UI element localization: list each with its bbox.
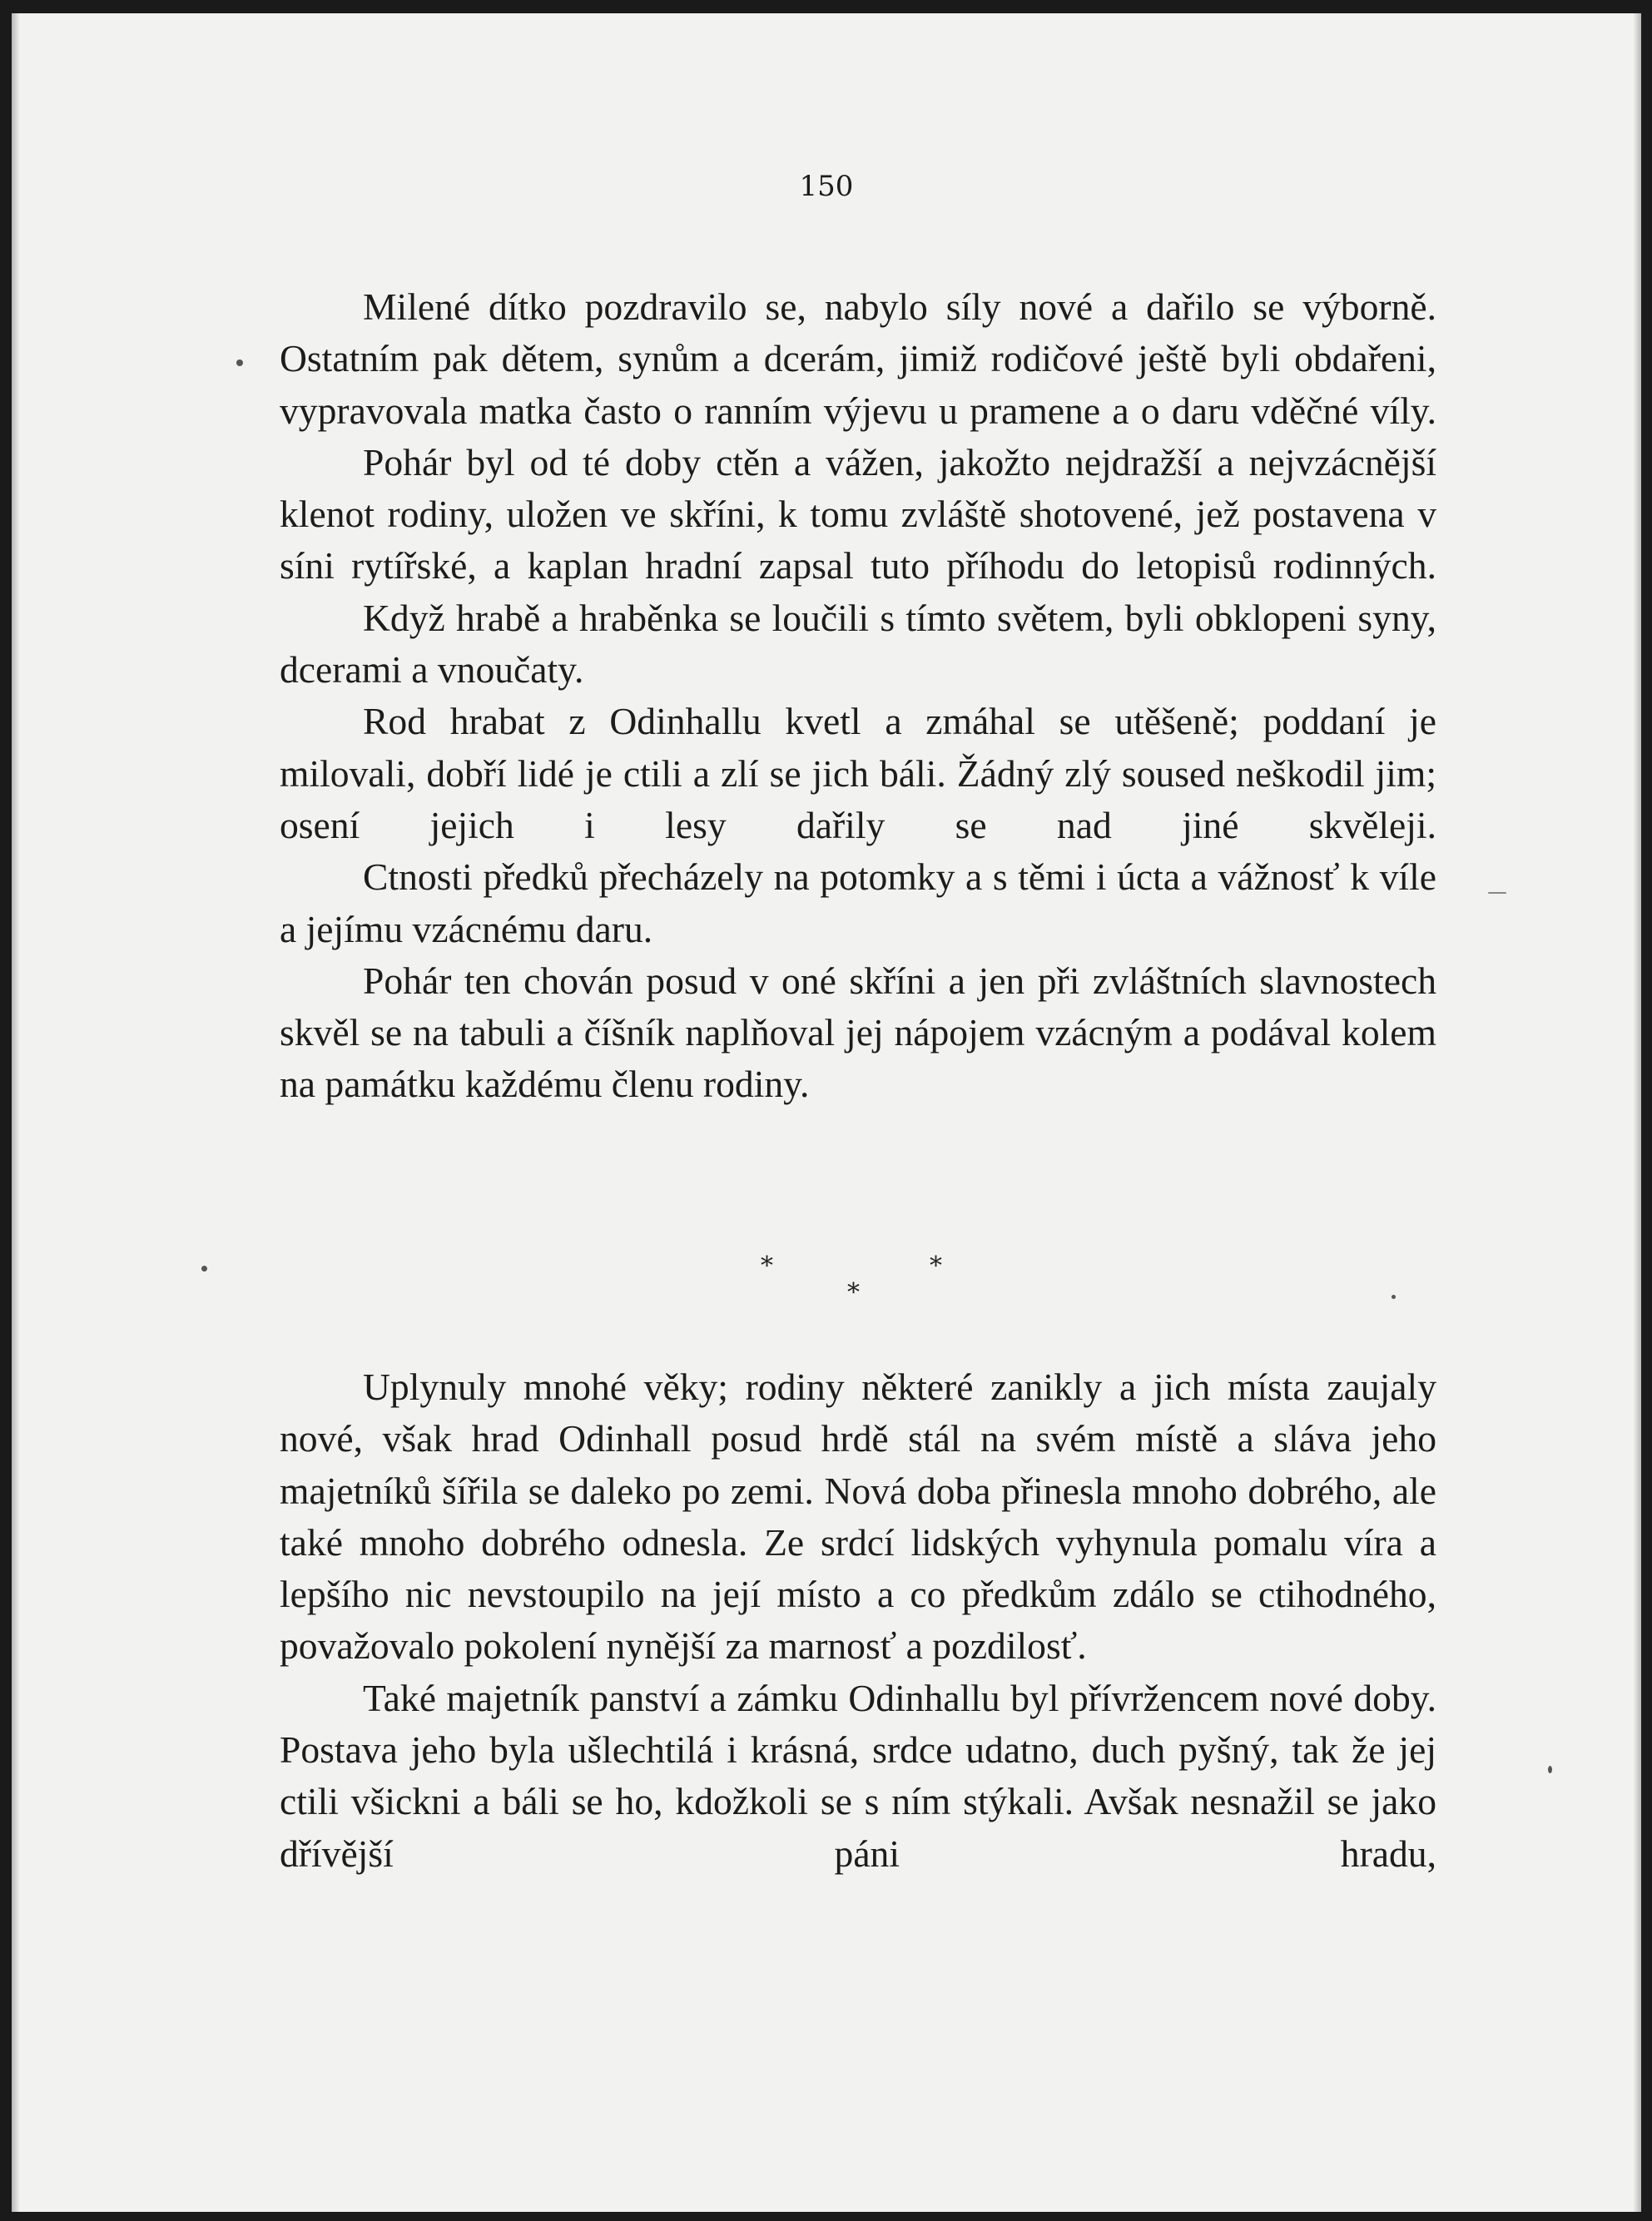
paper-speck [1548,1766,1552,1773]
text-block-upper [280,281,1436,1111]
paragraph: Také majetník panství a zámku Odinhallu byl přívržencem nové doby. Postava jeho byla ušlechtilá i krásná, srdce udatno, duch pyšný, tak že jej ctili všickni a báli se ho, kdožkoli se s ním stýkali. Avšak nesnažil se jako dřívější páni hradu, [280,1676,1436,1875]
section-separator [12,1252,1641,1310]
page-edge-right [1633,13,1641,2212]
paper-speck [201,1266,207,1272]
paragraph: Když hrabě a hraběnka se loučili s tímto světem, byli obklopeni syny, dcerami a vnoučaty. [280,596,1436,692]
asterisk: * [847,1278,860,1307]
paragraph: Uplynuly mnohé věky; rodiny některé zanikly a jich místa zaujaly nové, však hrad Odinhall posud hrdě stál na svém místě a sláva jeho majetníků šířila se daleko po zemi. Nová doba přinesla mnoho dobrého, ale také mnoho dobrého odnesla. Ze srdcí lidských vyhynula pomalu víra a lepšího nic nevstoupilo na její místo a co předkům zdálo se ctihodného, považovalo pokolení nynější za marnosť a pozdilosť. [280,1366,1436,1668]
page-number: 150 [799,170,854,203]
paragraph: Pohár byl od té doby ctěn a vážen, jakožto nejdražší a nejvzácnější klenot rodiny, uložen ve skříni, k tomu zvláště shotovené, jež postavena v síni rytířské, a kaplan hradní zapsal tuto příhodu do letopisů rodinných. [280,440,1436,587]
paper-speck [236,359,243,366]
paragraph: Rod hrabat z Odinhallu kvetl a zmáhal se utěšeně; poddaní je milovali, dobří lidé je ctili a zlí se jich báli. Žádný zlý soused neškodil jim; osení jejich i lesy dařily se nad jiné skvěleji. [280,700,1436,846]
page-edge-left [12,13,20,2212]
paper-speck [1392,1295,1396,1299]
book-page [12,13,1641,2212]
paper-mark [1488,892,1506,894]
asterisk: * [930,1252,942,1281]
paragraph: Milené dítko pozdravilo se, nabylo síly nové a dařilo se výborně. Ostatním pak dětem, synům a dcerám, jimiž rodičové ještě byli obdařeni, vypravovala matka často o ranním výjevu u pramene a o daru vděčné víly. [280,285,1436,432]
asterisk: * [761,1252,773,1281]
text-block-lower [280,1361,1436,1880]
paragraph: Pohár ten chován posud v oné skříni a jen při zvláštních slavnostech skvěl se na tabuli a číšník naplňoval jej nápojem vzácným a podával kolem na památku každému členu rodiny. [280,959,1436,1106]
paragraph: Ctnosti předků přecházely na potomky a s těmi i úcta a vážnosť k víle a jejímu vzácnému daru. [280,855,1436,950]
